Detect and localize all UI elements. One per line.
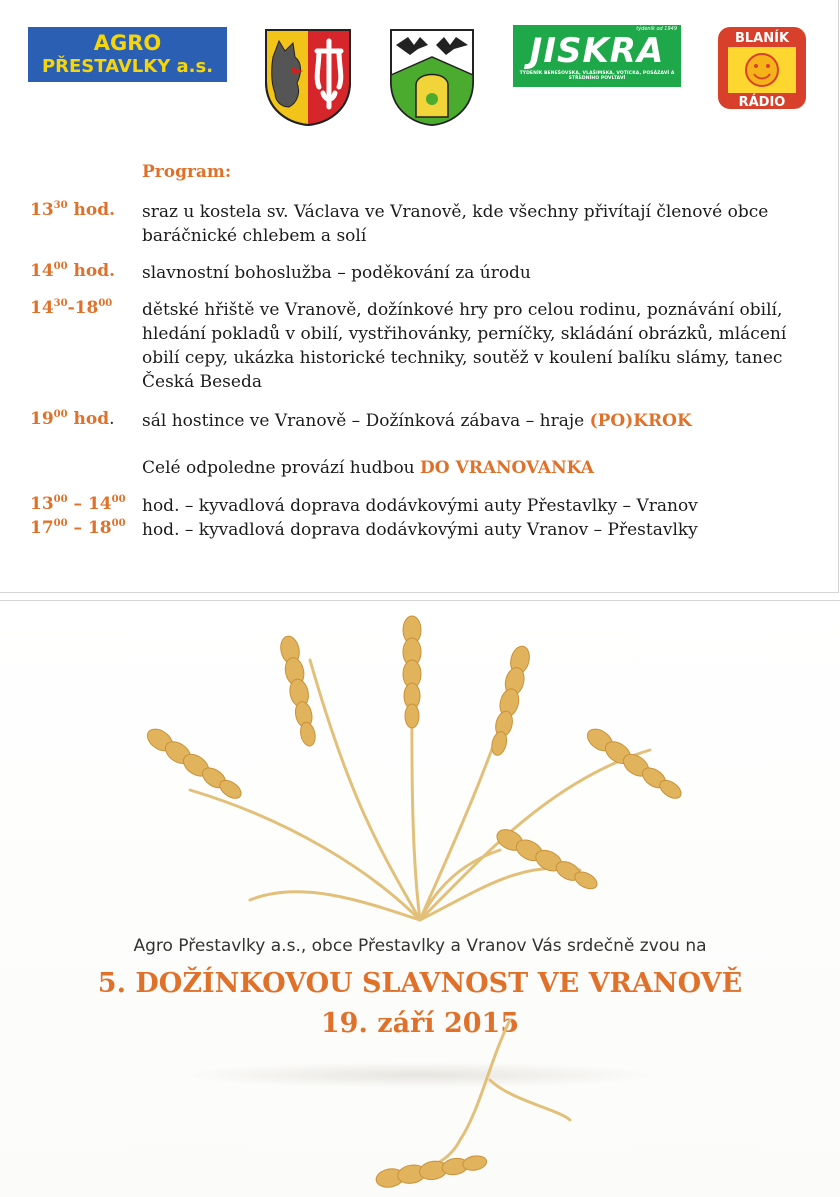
wheat-illustration <box>120 600 720 930</box>
program-page: AGRO PŘESTAVLKY a.s. týdeník od 1949 JISKRA TÝDENÍK BENEŠOVSKA, VLAŠIMSKA, VOTICKA, POSÁZAVÍ A STŘEDNÍHO POVLTAVÍ BLANÍK RÁDIO Program: $13^{30}$ hod. sraz u kostela sv. Václava ve Vranově, kde všechny přivítají členové obce baráčnické chlebem a solí $14^{00}$ hod. slavnostní bohoslužba – poděkování za úrodu $14^{30}-18^{00}$ dětské hřiště ve Vranově, dožínkové hry pro celou rodinu, poznávání obilí, hledání pokladů v obilí, vystřihovánky, perníčky, skládání obrázků, mlácení obilí cepy, ukázka historické techniky, soutěž v koulení balíku slámy, tanec Česká Beseda $19^{00}$ hod. sál hostince ve Vranově – Dožínková zábava – hraje (PO)KROK Celé odpoledne provází hudbou DO VRANOVANKA $13^{00} - 14^{00}$ hod. – kyvadlová doprava dodávkovými auty Přestavlky – Vranov $17^{00} - 18^{00}$ hod. – kyvadlová doprava dodávkovými auty Vranov – Přestavlky <box>0 0 839 593</box>
blanik-radio-logo <box>716 25 808 111</box>
program-heading: Program: <box>142 162 232 182</box>
program-description: sál hostince ve Vranově – Dožínková zábava – hraje (PO)KROK <box>142 411 692 431</box>
event-date: 19. září 2015 <box>320 1008 520 1039</box>
municipal-crest-wolf-icon <box>263 27 353 127</box>
band-name: DO VRANOVANKA <box>420 458 594 478</box>
band-name: (PO)KROK <box>589 411 692 431</box>
jiskra-subtitle: TÝDENÍK BENEŠOVSKA, VLAŠIMSKA, VOTICKA, POSÁZAVÍ A STŘEDNÍHO POVLTAVÍ <box>519 71 675 81</box>
program-time: $19^{00}$ hod. <box>30 409 115 429</box>
program-time: $13^{30}$ hod. <box>30 200 116 220</box>
event-title: 5. DOŽÍNKOVOU SLAVNOST VE VRANOVĚ <box>97 968 743 999</box>
agro-prestavlky-logo <box>28 27 227 82</box>
wheat-bottom-illustration <box>260 1000 580 1196</box>
jiskra-logo <box>513 25 681 87</box>
jiskra-brand: JISKRA <box>529 31 665 71</box>
program-description: sraz u kostela sv. Václava ve Vranově, kde všechny přivítají členové obce baráčnické chlebem a solí <box>142 202 769 246</box>
shuttle-time: $17^{00} - 18^{00}$ <box>30 518 126 538</box>
blanik-logo-top: BLANÍK <box>734 31 790 46</box>
agro-logo-line1: AGRO <box>93 30 162 55</box>
program-time: $14^{30}-18^{00}$ <box>30 298 113 318</box>
program-description: slavnostní bohoslužba – poděkování za úrodu <box>142 263 531 283</box>
municipal-crest-birds-icon <box>388 27 476 127</box>
shuttle-time: $13^{00} - 14^{00}$ <box>30 494 126 514</box>
agro-logo-line2: PŘESTAVLKY a.s. <box>41 55 214 77</box>
program-description: dětské hřiště ve Vranově, dožínkové hry pro celou rodinu, poznávání obilí, hledání pokladů v obilí, vystřihovánky, perníčky, skládání obrázků, mlácení obilí cepy, ukázka historické techniky, soutěž v koulení balíku slámy, tanec Česká Beseda <box>142 300 787 392</box>
program-time: $14^{00}$ hod. <box>30 261 116 281</box>
shuttle-description: hod. – kyvadlová doprava dodávkovými auty Vranov – Přestavlky <box>142 520 698 540</box>
invitation-line: Agro Přestavlky a.s., obce Přestavlky a Vranov Vás srdečně zvou na <box>133 936 707 956</box>
blanik-logo-bottom: RÁDIO <box>738 95 786 110</box>
jiskra-tagline: týdeník od 1949 <box>636 26 677 32</box>
shuttle-description: hod. – kyvadlová doprava dodávkovými auty Přestavlky – Vranov <box>142 496 698 516</box>
